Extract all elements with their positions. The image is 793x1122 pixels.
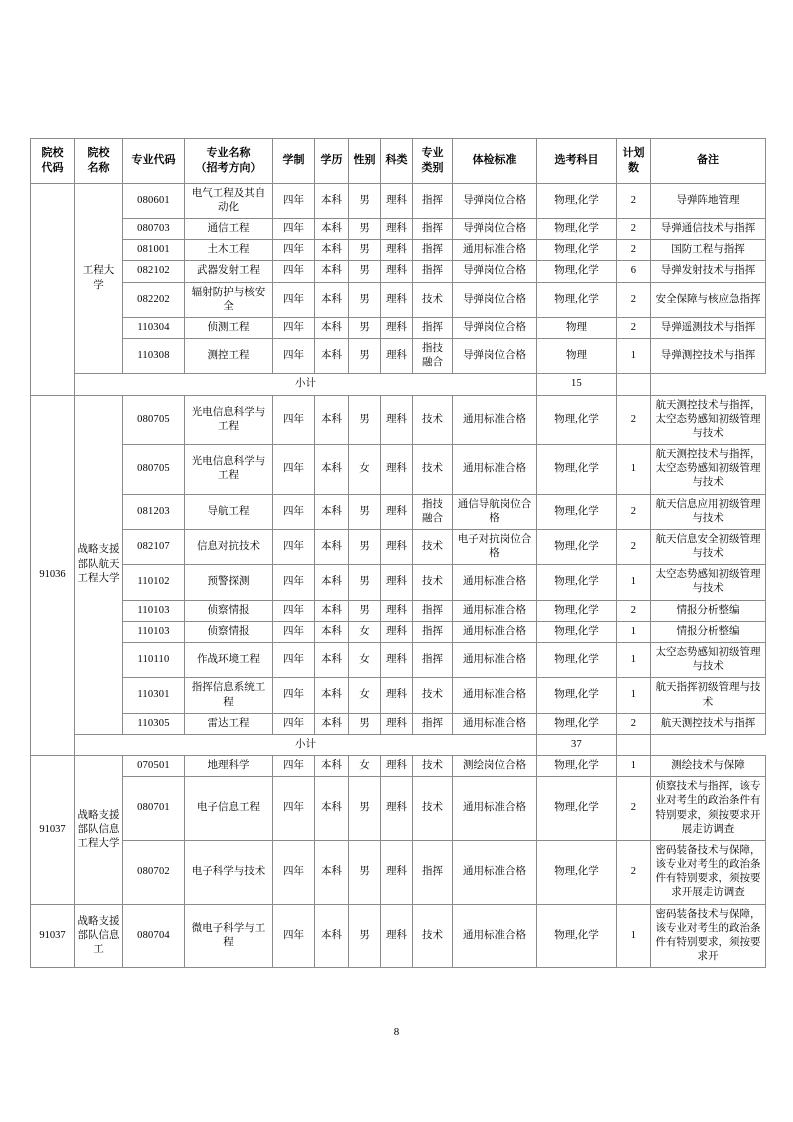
degree-cell: 本科: [315, 904, 349, 968]
subject-cell: 理科: [381, 183, 413, 218]
header-quota-line2: 数: [628, 161, 639, 174]
major-type-cell: 指挥: [413, 317, 453, 338]
table-row: [31, 261, 766, 282]
major-name-cell: 微电子科学与工程: [185, 904, 273, 968]
subtotal-remark-cell: [617, 734, 651, 755]
major-name-cell: 土木工程: [185, 240, 273, 261]
remark-cell: 情报分析整编: [651, 600, 766, 621]
school-code-cell: 91037: [31, 904, 75, 968]
table-row: [31, 240, 766, 261]
subject-cell: 理科: [381, 642, 413, 677]
gender-cell: 女: [349, 756, 381, 777]
major-type-cell: 指挥: [413, 621, 453, 642]
table-row: [31, 529, 766, 564]
quota-cell: 2: [617, 777, 651, 841]
elective-subject-cell: 物理,化学: [537, 494, 617, 529]
quota-cell: 2: [617, 317, 651, 338]
gender-cell: 男: [349, 713, 381, 734]
years-cell: 四年: [273, 840, 315, 904]
major-code-cell: 080705: [123, 395, 185, 445]
gender-cell: 男: [349, 529, 381, 564]
table-row: [31, 600, 766, 621]
table-row: [31, 756, 766, 777]
remark-cell: 侦察技术与指挥，该专业对考生的政治条件有特别要求，须按要求开展走访调查: [651, 777, 766, 841]
remark-cell: 太空态势感知初级管理与技术: [651, 642, 766, 677]
elective-subject-cell: 物理,化学: [537, 240, 617, 261]
table-row: [31, 395, 766, 445]
remark-cell: 导弹测控技术与指挥: [651, 339, 766, 374]
years-cell: 四年: [273, 183, 315, 218]
medical-standard-cell: 通用标准合格: [453, 678, 537, 713]
remark-cell: 航天测控技术与指挥，太空态势感知初级管理与技术: [651, 395, 766, 445]
quota-cell: 1: [617, 565, 651, 600]
subject-cell: 理科: [381, 756, 413, 777]
major-type-cell: 技术: [413, 565, 453, 600]
major-name-cell: 武器发射工程: [185, 261, 273, 282]
years-cell: 四年: [273, 494, 315, 529]
quota-cell: 2: [617, 600, 651, 621]
subject-cell: 理科: [381, 565, 413, 600]
major-type-cell: 指挥: [413, 600, 453, 621]
header-school-name: [75, 139, 123, 184]
major-type-cell: 指挥: [413, 183, 453, 218]
table-row: [31, 840, 766, 904]
gender-cell: 男: [349, 183, 381, 218]
elective-subject-cell: 物理,化学: [537, 713, 617, 734]
major-name-cell: 指挥信息系统工程: [185, 678, 273, 713]
major-code-cell: 080705: [123, 445, 185, 495]
quota-cell: 6: [617, 261, 651, 282]
major-type-cell: 指挥: [413, 642, 453, 677]
quota-cell: 1: [617, 904, 651, 968]
subject-cell: 理科: [381, 445, 413, 495]
degree-cell: 本科: [315, 395, 349, 445]
major-type-cell: 技术: [413, 777, 453, 841]
header-school-name-line2: 名称: [87, 161, 110, 174]
medical-standard-cell: 通用标准合格: [453, 621, 537, 642]
header-major-name: [185, 139, 273, 184]
medical-standard-cell: 电子对抗岗位合格: [453, 529, 537, 564]
major-type-cell: 技术: [413, 678, 453, 713]
years-cell: 四年: [273, 600, 315, 621]
gender-cell: 男: [349, 339, 381, 374]
elective-subject-cell: 物理,化学: [537, 261, 617, 282]
medical-standard-cell: 导弹岗位合格: [453, 219, 537, 240]
major-code-cell: 080701: [123, 777, 185, 841]
school-name-cell: 工程大 学: [75, 183, 123, 374]
years-cell: 四年: [273, 317, 315, 338]
quota-cell: 1: [617, 621, 651, 642]
elective-subject-cell: 物理,化学: [537, 777, 617, 841]
subject-cell: 理科: [381, 317, 413, 338]
remark-cell: 测绘技术与保障: [651, 756, 766, 777]
years-cell: 四年: [273, 756, 315, 777]
major-type-cell: 技术: [413, 529, 453, 564]
major-name-cell: 雷达工程: [185, 713, 273, 734]
header-school-code-line2: 代码: [41, 161, 64, 174]
elective-subject-cell: 物理,化学: [537, 183, 617, 218]
medical-standard-cell: 测绘岗位合格: [453, 756, 537, 777]
major-type-cell: 指挥: [413, 713, 453, 734]
degree-cell: 本科: [315, 777, 349, 841]
degree-cell: 本科: [315, 713, 349, 734]
years-cell: 四年: [273, 777, 315, 841]
years-cell: 四年: [273, 642, 315, 677]
table-row: [31, 183, 766, 218]
major-code-cell: 070501: [123, 756, 185, 777]
years-cell: 四年: [273, 621, 315, 642]
major-type-cell: 技术: [413, 282, 453, 317]
degree-cell: 本科: [315, 756, 349, 777]
medical-standard-cell: 通用标准合格: [453, 240, 537, 261]
remark-cell: 国防工程与指挥: [651, 240, 766, 261]
medical-standard-cell: 通用标准合格: [453, 777, 537, 841]
major-name-cell: 电子科学与技术: [185, 840, 273, 904]
medical-standard-cell: 导弹岗位合格: [453, 261, 537, 282]
gender-cell: 男: [349, 395, 381, 445]
elective-subject-cell: 物理,化学: [537, 904, 617, 968]
quota-cell: 1: [617, 642, 651, 677]
years-cell: 四年: [273, 529, 315, 564]
school-code-cell: 91036: [31, 395, 75, 755]
major-code-cell: 081001: [123, 240, 185, 261]
table-row: [31, 494, 766, 529]
gender-cell: 男: [349, 904, 381, 968]
remark-cell: 航天信息应用初级管理与技术: [651, 494, 766, 529]
table-row: [31, 678, 766, 713]
medical-standard-cell: 通用标准合格: [453, 904, 537, 968]
major-name-cell: 侦察情报: [185, 621, 273, 642]
major-name-cell: 电子信息工程: [185, 777, 273, 841]
major-code-cell: 082107: [123, 529, 185, 564]
quota-cell: 2: [617, 219, 651, 240]
subject-cell: 理科: [381, 600, 413, 621]
major-name-cell: 光电信息科学与工程: [185, 395, 273, 445]
remark-cell: 情报分析整编: [651, 621, 766, 642]
subject-cell: 理科: [381, 529, 413, 564]
subject-cell: 理科: [381, 494, 413, 529]
elective-subject-cell: 物理,化学: [537, 678, 617, 713]
gender-cell: 女: [349, 621, 381, 642]
quota-cell: 2: [617, 282, 651, 317]
subject-cell: 理科: [381, 261, 413, 282]
major-type-cell: 指挥: [413, 261, 453, 282]
degree-cell: 本科: [315, 678, 349, 713]
subtotal-row: [31, 734, 766, 755]
remark-cell: 导弹阵地管理: [651, 183, 766, 218]
remark-cell: 航天信息安全初级管理与技术: [651, 529, 766, 564]
subject-cell: 理科: [381, 713, 413, 734]
major-code-cell: 110103: [123, 600, 185, 621]
remark-cell: 密码装备技术与保障，该专业对考生的政治条件有特别要求，须按要求开: [651, 904, 766, 968]
table-row: [31, 621, 766, 642]
major-code-cell: 082102: [123, 261, 185, 282]
subject-cell: 理科: [381, 395, 413, 445]
medical-standard-cell: 通信导航岗位合格: [453, 494, 537, 529]
degree-cell: 本科: [315, 621, 349, 642]
medical-standard-cell: 导弹岗位合格: [453, 339, 537, 374]
elective-subject-cell: 物理,化学: [537, 600, 617, 621]
header-major-type-line2: 类别: [421, 161, 444, 174]
gender-cell: 男: [349, 840, 381, 904]
major-code-cell: 110102: [123, 565, 185, 600]
years-cell: 四年: [273, 261, 315, 282]
degree-cell: 本科: [315, 219, 349, 240]
admission-plan-table: [30, 138, 766, 968]
elective-subject-cell: 物理,化学: [537, 395, 617, 445]
elective-subject-cell: 物理,化学: [537, 219, 617, 240]
quota-cell: 1: [617, 445, 651, 495]
degree-cell: 本科: [315, 494, 349, 529]
table-row: [31, 219, 766, 240]
subtotal-label-cell: 小计: [75, 734, 537, 755]
major-code-cell: 110301: [123, 678, 185, 713]
gender-cell: 女: [349, 445, 381, 495]
gender-cell: 男: [349, 494, 381, 529]
major-name-cell: 作战环境工程: [185, 642, 273, 677]
subject-cell: 理科: [381, 777, 413, 841]
medical-standard-cell: 通用标准合格: [453, 642, 537, 677]
header-major-type-line1: 专业: [421, 147, 444, 159]
remark-cell: 导弹遥测技术与指挥: [651, 317, 766, 338]
major-type-cell: 技术: [413, 904, 453, 968]
remark-cell: 航天测控技术与指挥，太空态势感知初级管理与技术: [651, 445, 766, 495]
remark-cell: 导弹发射技术与指挥: [651, 261, 766, 282]
table-row: [31, 642, 766, 677]
subtotal-label-cell: 小计: [75, 374, 537, 395]
gender-cell: 男: [349, 777, 381, 841]
major-name-cell: 辐射防护与核安全: [185, 282, 273, 317]
medical-standard-cell: 通用标准合格: [453, 713, 537, 734]
subtotal-quota-cell: 15: [537, 374, 617, 395]
major-name-cell: 预警探测: [185, 565, 273, 600]
quota-cell: 2: [617, 183, 651, 218]
quota-cell: 2: [617, 494, 651, 529]
subject-cell: 理科: [381, 219, 413, 240]
major-type-cell: 指挥: [413, 240, 453, 261]
table-row: [31, 904, 766, 968]
school-code-cell: 91037: [31, 756, 75, 905]
remark-cell: 航天指挥初级管理与技术: [651, 678, 766, 713]
school-name-cell: 战略支援部队信息工程大学: [75, 756, 123, 905]
degree-cell: 本科: [315, 183, 349, 218]
elective-subject-cell: 物理,化学: [537, 621, 617, 642]
degree-cell: 本科: [315, 240, 349, 261]
degree-cell: 本科: [315, 261, 349, 282]
quota-cell: 1: [617, 756, 651, 777]
subject-cell: 理科: [381, 282, 413, 317]
header-major-type: [413, 139, 453, 184]
major-name-cell: 光电信息科学与工程: [185, 445, 273, 495]
major-code-cell: 080703: [123, 219, 185, 240]
quota-cell: 1: [617, 678, 651, 713]
degree-cell: 本科: [315, 840, 349, 904]
elective-subject-cell: 物理,化学: [537, 756, 617, 777]
subject-cell: 理科: [381, 240, 413, 261]
major-name-cell: 导航工程: [185, 494, 273, 529]
years-cell: 四年: [273, 395, 315, 445]
degree-cell: 本科: [315, 529, 349, 564]
medical-standard-cell: 通用标准合格: [453, 600, 537, 621]
years-cell: 四年: [273, 219, 315, 240]
header-school-code-line1: 院校: [41, 147, 64, 159]
major-type-cell: 指技 融合: [413, 494, 453, 529]
medical-standard-cell: 通用标准合格: [453, 395, 537, 445]
gender-cell: 男: [349, 565, 381, 600]
gender-cell: 男: [349, 240, 381, 261]
table-row: [31, 565, 766, 600]
header-medical-standard: 体检标准: [453, 139, 537, 184]
degree-cell: 本科: [315, 600, 349, 621]
header-degree: 学历: [315, 139, 349, 184]
header-elective-subject: 选考科目: [537, 139, 617, 184]
years-cell: 四年: [273, 282, 315, 317]
major-code-cell: 110304: [123, 317, 185, 338]
subject-cell: 理科: [381, 339, 413, 374]
medical-standard-cell: 通用标准合格: [453, 840, 537, 904]
elective-subject-cell: 物理,化学: [537, 282, 617, 317]
header-school-code: [31, 139, 75, 184]
remark-cell: 密码装备技术与保障，该专业对考生的政治条件有特别要求，须按要求开展走访调查: [651, 840, 766, 904]
elective-subject-cell: 物理: [537, 339, 617, 374]
subject-cell: 理科: [381, 678, 413, 713]
major-code-cell: 080704: [123, 904, 185, 968]
years-cell: 四年: [273, 565, 315, 600]
school-name-cell: 战略支援部队航天工程大学: [75, 395, 123, 734]
quota-cell: 2: [617, 713, 651, 734]
header-subject: 科类: [381, 139, 413, 184]
header-remark: 备注: [651, 139, 766, 184]
major-code-cell: 110305: [123, 713, 185, 734]
years-cell: 四年: [273, 678, 315, 713]
subtotal-remark-cell: [617, 374, 651, 395]
header-quota-line1: 计划: [622, 147, 645, 159]
degree-cell: 本科: [315, 565, 349, 600]
table-header: [31, 139, 766, 184]
degree-cell: 本科: [315, 642, 349, 677]
remark-cell: 安全保障与核应急指挥: [651, 282, 766, 317]
degree-cell: 本科: [315, 317, 349, 338]
header-school-name-line1: 院校: [87, 147, 110, 159]
admission-plan-table-container: [30, 138, 765, 968]
medical-standard-cell: 导弹岗位合格: [453, 282, 537, 317]
remark-cell: 导弹通信技术与指挥: [651, 219, 766, 240]
major-name-cell: 测控工程: [185, 339, 273, 374]
quota-cell: 2: [617, 840, 651, 904]
major-type-cell: 技术: [413, 756, 453, 777]
quota-cell: 2: [617, 240, 651, 261]
major-code-cell: 110110: [123, 642, 185, 677]
years-cell: 四年: [273, 445, 315, 495]
years-cell: 四年: [273, 240, 315, 261]
school-name-cell: 战略支援部队信息工: [75, 904, 123, 968]
major-code-cell: 110308: [123, 339, 185, 374]
gender-cell: 男: [349, 282, 381, 317]
remark-cell: 航天测控技术与指挥: [651, 713, 766, 734]
subject-cell: 理科: [381, 840, 413, 904]
major-type-cell: 指挥: [413, 840, 453, 904]
header-gender: 性别: [349, 139, 381, 184]
table-row: [31, 777, 766, 841]
remark-cell: 太空态势感知初级管理与技术: [651, 565, 766, 600]
table-row: [31, 713, 766, 734]
degree-cell: 本科: [315, 282, 349, 317]
major-code-cell: 082202: [123, 282, 185, 317]
subject-cell: 理科: [381, 621, 413, 642]
header-major-code: 专业代码: [123, 139, 185, 184]
major-name-cell: 电气工程及其自动化: [185, 183, 273, 218]
major-code-cell: 080702: [123, 840, 185, 904]
quota-cell: 2: [617, 395, 651, 445]
header-major-name-line1: 专业名称: [206, 147, 251, 159]
medical-standard-cell: 通用标准合格: [453, 445, 537, 495]
elective-subject-cell: 物理: [537, 317, 617, 338]
subtotal-row: [31, 374, 766, 395]
major-name-cell: 信息对抗技术: [185, 529, 273, 564]
table-row: [31, 445, 766, 495]
header-years: 学制: [273, 139, 315, 184]
degree-cell: 本科: [315, 339, 349, 374]
major-code-cell: 110103: [123, 621, 185, 642]
major-name-cell: 通信工程: [185, 219, 273, 240]
quota-cell: 1: [617, 339, 651, 374]
elective-subject-cell: 物理,化学: [537, 840, 617, 904]
major-name-cell: 侦测工程: [185, 317, 273, 338]
table-body: [31, 183, 766, 968]
table-row: [31, 317, 766, 338]
major-type-cell: 指挥: [413, 219, 453, 240]
medical-standard-cell: 通用标准合格: [453, 565, 537, 600]
subtotal-quota-cell: 37: [537, 734, 617, 755]
years-cell: 四年: [273, 713, 315, 734]
gender-cell: 男: [349, 600, 381, 621]
gender-cell: 女: [349, 642, 381, 677]
page-number: 8: [393, 1026, 400, 1038]
header-major-name-line2: （招考方向）: [195, 161, 262, 174]
elective-subject-cell: 物理,化学: [537, 529, 617, 564]
gender-cell: 男: [349, 261, 381, 282]
gender-cell: 男: [349, 219, 381, 240]
major-type-cell: 技术: [413, 395, 453, 445]
elective-subject-cell: 物理,化学: [537, 445, 617, 495]
years-cell: 四年: [273, 339, 315, 374]
elective-subject-cell: 物理,化学: [537, 565, 617, 600]
medical-standard-cell: 导弹岗位合格: [453, 183, 537, 218]
major-code-cell: 081203: [123, 494, 185, 529]
gender-cell: 女: [349, 678, 381, 713]
header-row: [31, 139, 766, 184]
major-name-cell: 地理科学: [185, 756, 273, 777]
degree-cell: 本科: [315, 445, 349, 495]
table-row: [31, 339, 766, 374]
table-row: [31, 282, 766, 317]
years-cell: 四年: [273, 904, 315, 968]
subject-cell: 理科: [381, 904, 413, 968]
major-name-cell: 侦察情报: [185, 600, 273, 621]
major-code-cell: 080601: [123, 183, 185, 218]
major-type-cell: 技术: [413, 445, 453, 495]
school-code-cell: [31, 183, 75, 395]
gender-cell: 男: [349, 317, 381, 338]
major-type-cell: 指技 融合: [413, 339, 453, 374]
quota-cell: 2: [617, 529, 651, 564]
elective-subject-cell: 物理,化学: [537, 642, 617, 677]
medical-standard-cell: 导弹岗位合格: [453, 317, 537, 338]
header-quota: [617, 139, 651, 184]
